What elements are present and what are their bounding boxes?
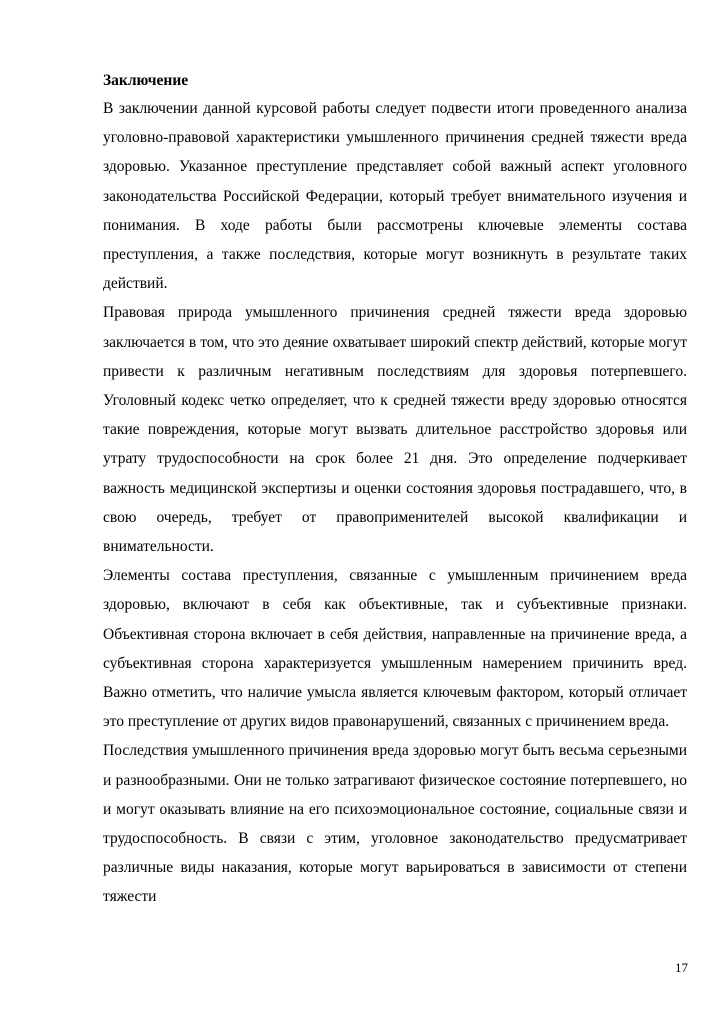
- paragraph-4: Последствия умышленного причинения вреда здоровью могут быть весьма серьезными и разнообразными. Они не только затрагивают физическое состояние потерпевшего, но и могут оказывать влияние на его психоэмоциональное состояние, социальные связи и трудоспособность. В связи с этим, уголовное законодательство предусматривает различные виды наказания, которые могут варьироваться в зависимости от степени тяжести: [103, 742, 687, 906]
- paragraph-2: Правовая природа умышленного причинения средней тяжести вреда здоровью заключается в том, что это деяние охватывает широкий спектр действий, которые могут привести к различным негативным последствиям для здоровья потерпевшего. Уголовный кодекс четко определяет, что к средней тяжести вреду здоровью относятся такие повреждения, которые могут вызвать длительное расстройство здоровья или утрату трудоспособности на срок более 21 дня. Это определение подчеркивает важность медицинской экспертизы и оценки состояния здоровья пострадавшего, что, в свою очередь, требует от правоприменителей высокой квалификации и внимательности.: [103, 304, 687, 556]
- document-page: [103, 67, 687, 912]
- paragraph-3: Элементы состава преступления, связанные с умышленным причинением вреда здоровью, включают в себя как объективные, так и субъективные признаки. Объективная сторона включает в себя действия, направленные на причинение вреда, а субъективная сторона характеризуется умышленным намерением причинить вред. Важно отметить, что наличие умысла является ключевым фактором, который отличает это преступление от других видов правонарушений, связанных с причинением вреда.: [103, 567, 687, 731]
- paragraph-1: В заключении данной курсовой работы следует подвести итоги проведенного анализа уголовно-правовой характеристики умышленного причинения средней тяжести вреда здоровью. Указанное преступление представляет собой важный аспект уголовного законодательства Российской Федерации, который требует внимательного изучения и понимания. В ходе работы были рассмотрены ключевые элементы состава преступления, а также последствия, которые могут возникнуть в результате таких действий.: [103, 100, 687, 293]
- section-heading: Заключение: [103, 72, 189, 89]
- page-number: 17: [675, 960, 688, 975]
